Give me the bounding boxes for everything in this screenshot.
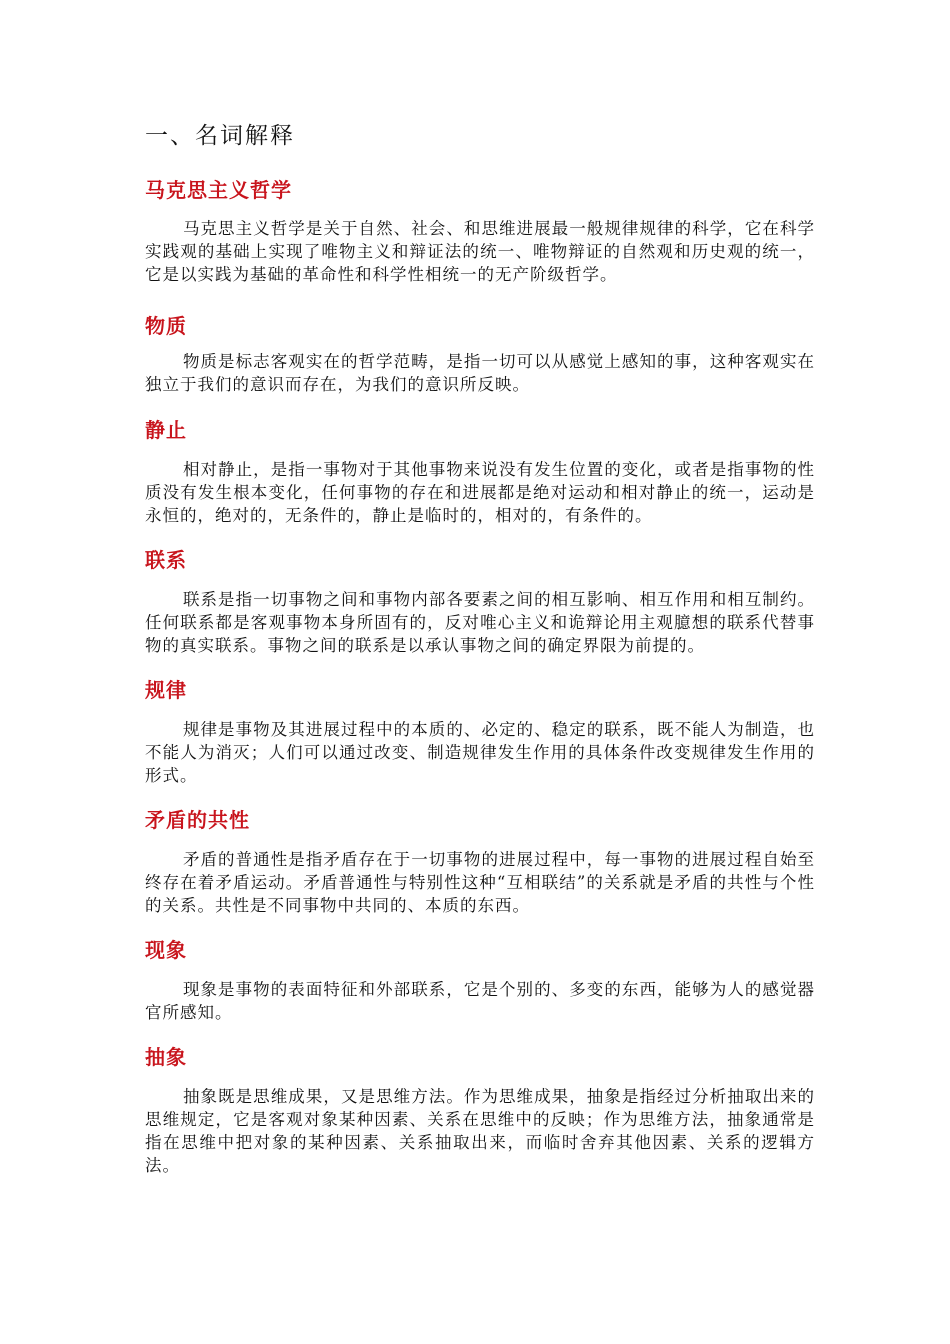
section-heading: 一、名词解释	[145, 123, 295, 149]
term-definition: 马克思主义哲学是关于自然、社会、和思维进展最一般规律规律的科学，它在科学实践观的基础上实现了唯物主义和辩证法的统一、唯物辩证的自然观和历史观的统一，它是以实践为基础的革命性和科学性相统一的无产阶级哲学。	[145, 219, 815, 284]
term-definition: 相对静止，是指一事物对于其他事物来说没有发生位置的变化，或者是指事物的性质没有发生根本变化，任何事物的存在和进展都是绝对运动和相对静止的统一，运动是永恒的，绝对的，无条件的，静止是临时的，相对的，有条件的。	[145, 460, 815, 525]
term-entry	[145, 805, 815, 917]
term-title: 抽象	[145, 1045, 187, 1069]
term-entry	[145, 175, 815, 286]
term-title: 物质	[145, 314, 187, 338]
term-title: 联系	[145, 548, 187, 572]
term-definition: 联系是指一切事物之间和事物内部各要素之间的相互影响、相互作用和相互制约。任何联系都是客观事物本身所固有的，反对唯心主义和诡辩论用主观臆想的联系代替事物的真实联系。事物之间的联系是以承认事物之间的确定界限为前提的。	[145, 590, 815, 655]
document-content	[145, 118, 815, 1177]
term-title: 矛盾的共性	[145, 808, 250, 832]
term-entry	[145, 311, 815, 396]
term-definition: 现象是事物的表面特征和外部联系，它是个别的、多变的东西，能够为人的感觉器官所感知。	[145, 980, 815, 1022]
term-entry	[145, 935, 815, 1024]
term-title: 现象	[145, 938, 187, 962]
term-title: 静止	[145, 418, 187, 442]
term-entry	[145, 1042, 815, 1177]
term-title: 规律	[145, 678, 187, 702]
term-entry	[145, 415, 815, 527]
term-entry	[145, 545, 815, 657]
term-definition: 物质是标志客观实在的哲学范畴，是指一切可以从感觉上感知的事，这种客观实在独立于我们的意识而存在，为我们的意识所反映。	[145, 352, 815, 394]
term-definition: 规律是事物及其进展过程中的本质的、必定的、稳定的联系，既不能人为制造，也不能人为消灭；人们可以通过改变、制造规律发生作用的具体条件改变规律发生作用的形式。	[145, 720, 815, 785]
term-definition: 抽象既是思维成果，又是思维方法。作为思维成果，抽象是指经过分析抽取出来的思维规定，它是客观对象某种因素、关系在思维中的反映；作为思维方法，抽象通常是指在思维中把对象的某种因素、关系抽取出来，而临时舍弃其他因素、关系的逻辑方法。	[145, 1087, 815, 1175]
term-entry	[145, 675, 815, 787]
term-title: 马克思主义哲学	[145, 178, 292, 202]
term-definition: 矛盾的普通性是指矛盾存在于一切事物的进展过程中，每一事物的进展过程自始至终存在着矛盾运动。矛盾普通性与特别性这种“互相联结”的关系就是矛盾的共性与个性的关系。共性是不同事物中共同的、本质的东西。	[145, 850, 815, 915]
